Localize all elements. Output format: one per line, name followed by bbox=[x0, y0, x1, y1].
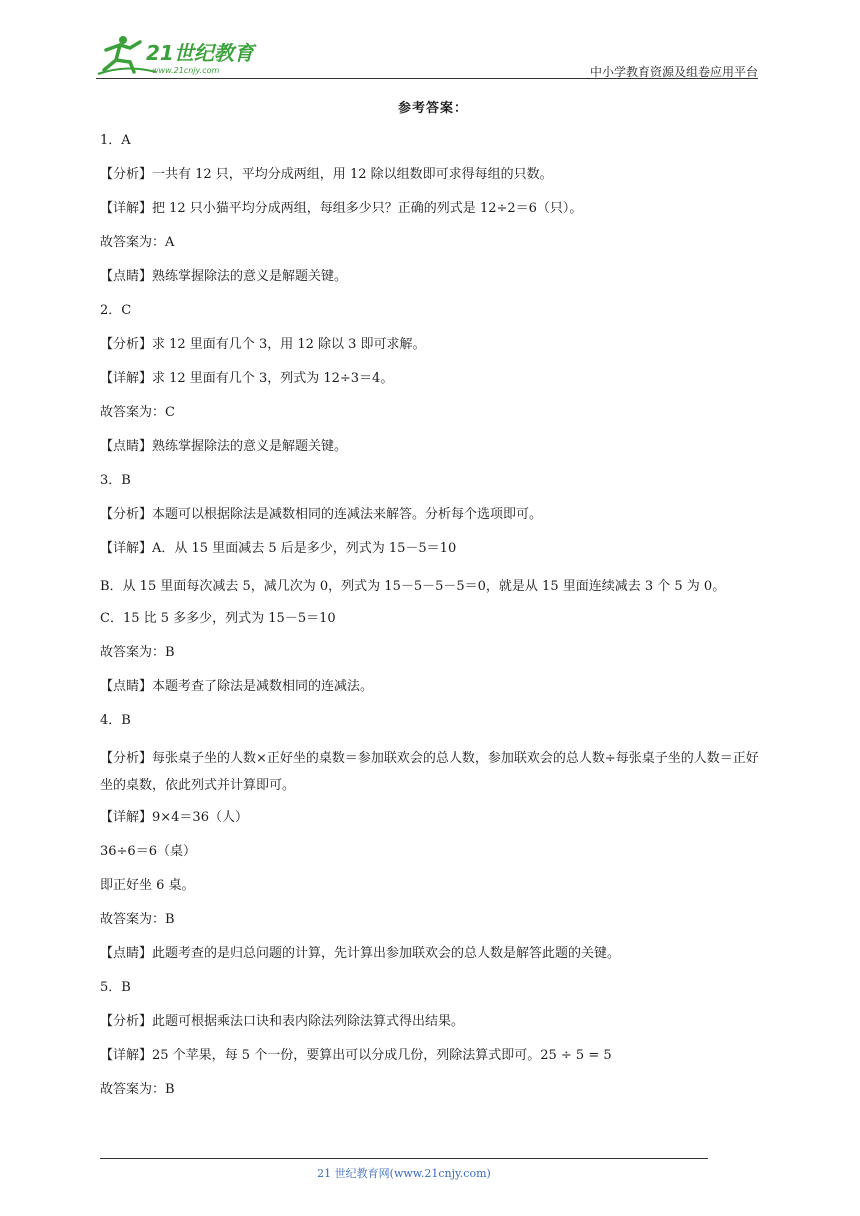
platform-name: 中小学教育资源及组卷应用平台 bbox=[589, 65, 758, 79]
answer-line: 即正好坐 6 桌。 bbox=[100, 878, 195, 893]
answer-line: 【详解】把 12 只小猫平均分成两组，每组多少只？正确的列式是 12÷2＝6（只）。 bbox=[100, 201, 583, 216]
answer-line: 2．C bbox=[100, 303, 132, 318]
answer-line: 【分析】此题可根据乘法口诀和表内除法列除法算式得出结果。 bbox=[100, 1014, 465, 1029]
page-title: 参考答案： bbox=[397, 101, 468, 116]
answer-line: 【点睛】熟练掌握除法的意义是解题关键。 bbox=[100, 269, 348, 284]
answer-line: 【点睛】本题考查了除法是减数相同的连减法。 bbox=[100, 679, 374, 694]
page-header bbox=[96, 30, 758, 80]
answer-line: 故答案为：A bbox=[100, 235, 175, 250]
answer-line: 【分析】本题可以根据除法是减数相同的连减法来解答。分析每个选项即可。 bbox=[100, 507, 543, 522]
answer-line: B．从 15 里面每次减去 5，减几次为 0，列式为 15－5－5－5＝0，就是从 15 里面连续减去 3 个 5 为 0。 bbox=[100, 579, 726, 594]
logo bbox=[96, 30, 266, 78]
answer-line: 4．B bbox=[100, 713, 131, 728]
answer-line: 36÷6＝6（桌） bbox=[100, 844, 196, 859]
footer-link[interactable]: 21 世纪教育网(www.21cnjy.com) bbox=[317, 1167, 491, 1180]
answer-line: 【点睛】此题考查的是归总问题的计算，先计算出参加联欢会的总人数是解答此题的关键。 bbox=[100, 946, 621, 961]
header-divider bbox=[96, 78, 758, 79]
answer-line: 故答案为：C bbox=[100, 405, 175, 420]
answer-line: 故答案为：B bbox=[100, 1082, 175, 1097]
answer-line: 5．B bbox=[100, 980, 131, 995]
answer-line: 【详解】9×4＝36（人） bbox=[100, 810, 248, 825]
footer-divider bbox=[100, 1158, 708, 1159]
answer-line: 3．B bbox=[100, 473, 131, 488]
answer-line: 【分析】求 12 里面有几个 3，用 12 除以 3 即可求解。 bbox=[100, 337, 426, 352]
answer-line: 【详解】25 个苹果，每 5 个一份，要算出可以分成几份，列除法算式即可。25 ÷ 5 = 5 bbox=[100, 1048, 612, 1063]
answer-line: 【分析】一共有 12 只，平均分成两组，用 12 除以组数即可求得每组的只数。 bbox=[100, 167, 553, 182]
logo-brand: 21世纪教育 bbox=[146, 41, 254, 65]
runner-logo-icon bbox=[96, 30, 266, 78]
answer-line: 【详解】求 12 里面有几个 3，列式为 12÷3＝4。 bbox=[100, 371, 394, 386]
answer-line: 【分析】每张桌子坐的人数×正好坐的桌数＝参加联欢会的总人数，参加联欢会的总人数÷每张桌子坐的人数＝正好坐的桌数，依此列式并计算即可。 bbox=[100, 751, 759, 793]
logo-url: www.21cnjy.com bbox=[152, 66, 220, 75]
answer-content bbox=[100, 99, 766, 1114]
answer-line: 1．A bbox=[100, 133, 131, 148]
answer-line: 【详解】A．从 15 里面减去 5 后是多少，列式为 15－5＝10 bbox=[100, 541, 457, 556]
answer-line: 故答案为：B bbox=[100, 645, 175, 660]
answer-line: 【点睛】熟练掌握除法的意义是解题关键。 bbox=[100, 439, 348, 454]
answer-line: C．15 比 5 多多少，列式为 15－5＝10 bbox=[100, 611, 336, 626]
answer-line: 故答案为：B bbox=[100, 912, 175, 927]
